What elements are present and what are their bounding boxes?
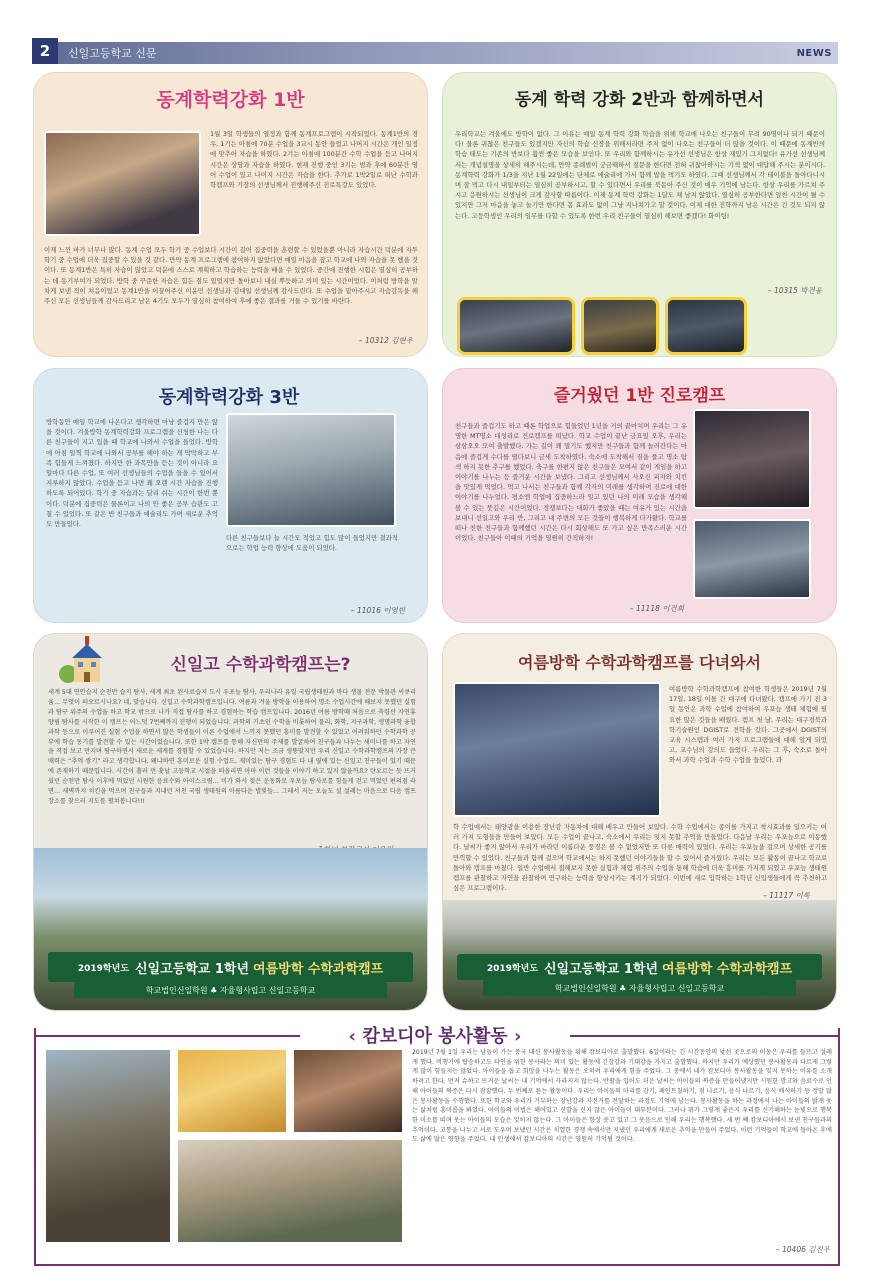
camp-group-photo <box>443 900 836 1010</box>
article-science-camp-intro <box>33 633 428 1011</box>
classroom-photo <box>44 131 201 236</box>
lecture-photo <box>457 297 575 355</box>
article-winter-class-3 <box>33 368 428 623</box>
article-title: 여름방학 수학과학캠프를 다녀와서 <box>518 653 761 672</box>
camp-banner-sub: 학교법인신일학원 ♣ 자율형사립고 신일고등학교 <box>483 980 796 996</box>
article-winter-class-2 <box>442 72 837 357</box>
article-body-full: 학 수업에서는 태양광을 이용한 장난감 자동차에 대해 배우고 만들어 보았다. 수학 수업에서는 종이를 가지고 착시효과를 일으키는 여러 가지 도형들을 만들어 보았다. 모든 수업이 끝나고, 숙소에서 우리는 잊지 못할 추억을 만들었다. 다음날 우리는 우포늪으로 이동했다. 날씨가 좋지 않아서 우리가 바라던 이름다운 풍경은 볼 수 없었지만 또 다른 매력이 있었다. 우리는 우포늪을 걸으며 상세한 공기를 만끽할 수 있었다. 친구들과 함께 걸으며 학교에서는 하지 못했던 이야기들을 할 수 있어서 즐거웠다. 우리는 모든 활동이 끝나고 학교로 돌아와 캠프를 마쳤다. 일반 수업에서 접해보지 못한 실험과 체험 위주의 수업을 통해 학습에 더욱 흥미를 가지게 되었고 우포늪 생태원 캠프를 관찰하고 자연을 관찰하며 연구하는 능력을 향상시키는 계기가 되었다. 이번에 새로 입학하는 1학년 신입생들에게 꼭 추천하고 싶은 프로그램이다. <box>453 823 827 893</box>
article-cambodia-volunteer <box>34 1028 840 1266</box>
article-body: 2019년 7월 1일 우리는 남들이 가는 중국 대신 봉사활동을 위해 캄보디아로 출발했다. 6일이라는 긴 시간동안의 낯선 곳으로의 이동은 우리를 들뜨고 설레게 했다. 비행기에 탑승하고도 타인을 위한 봉사라는 의미 있는 활동에 긴장감과 기대감을 가지고 출발했다. 하지만 우리가 예상했던 봉사활동과 다르게 그렇게 많이 힘들지는 않았다. 아이들을 돕고 희망을 나누는 활동은 오히려 우리에게 힘을 주었다. 그 중에서 내가 캄보디아 봉사활동을 잊지 못하는 이유를 소개하려고 한다. 먼저 슈하고 뜨거운 날씨는 내 기억에서 사라지지 않는다. 반팔을 입어도 더운 날씨는 아이들의 짜증을 만들어냈지만 시원한 망고와 음료수로 인해 아이들의 짜증은 다시 잠잠했다. 두 번째로 튼는 활동이다. 우리는 아이들의 마리를 감기, 페인트칠하기, 점 나르기, 음식 나르기, 음식 배식하기 등 정말 많은 봉사활동을 수행했다. 또한 학교와 우리가 기부하는 장난감과 자전거를 전달하는 과정도 기억에 남는다. 봉사활동을 하는 과정에서 나는 아이들의 밝게 웃는 삶처럼 흥미롭을 봐였다. 아이들의 이벌은 해어있고 신발을 신지 않은 아이들이 대부분이다. 그러나 뭐가 그렇게 좋은지 우리를 신기해하는 눈빛으로 행복한 미소를 띠며 웃는 아이들의 모습은 잊히지 않는다. 그 아이들은 항상 웃고 있고 그 웃음으로 인해 우리는 행복했다. 세 번 째 캄보디아에서 보낸 친구들과의 추억이다. 고통을 나누고 서로 도우며 보냈던 시간은 치열한 경쟁 속에서만 지냈던 우리에게 새로운 추억을 만들어 주었다. 이런 기억들이 학교에 돌아온 후에도 삶에 많은 영향을 주었다. 내 인생에서 캄보디아의 시간은 영원히 기억될 것이다. <box>412 1049 832 1144</box>
volunteer-group-photo <box>176 1138 404 1244</box>
mango-photo <box>176 1048 288 1134</box>
article-author: – 10406 김진우 <box>775 1245 830 1254</box>
temple-statue-photo <box>44 1048 172 1244</box>
article-body-right: 여름방학 수학과학캠프에 참여한 학생들은 2019년 7월 17일, 18일 이틀 간 대구에 다녀왔다. 캠프에 가기 전 3일 동안은 과학 수업에 참여하여 우포늪 생태 체험에 필요한 많은 것들을 배웠다. 캠프 첫 날, 우리는 대구경북과학기술원인 DGIST로 견학을 갔다. 그곳에서 DGIST의 교육 시스템과 여러 가지 프로그램들에 대해 알게 되었고, 교수님의 강의도 들었다. 우리는 그 후, 숙소로 돌아와서 과학 수업과 수학 수업을 들었다. 과 <box>669 685 827 765</box>
article-author: – 10315 박건웅 <box>767 286 822 295</box>
article-body: 우리학교는 겨울에도 방학이 없다. 그 이유는 매일 동계 학력 강화 학습을 위해 학교에 나오는 친구들이 무려 90명이나 되기 때문이다! 물론 귀찮은 친구들도 있겠지만 자신의 학습 신장을 위해서라면 주저 없이 나오는 친구들이 더 많을 것이다. 이 때문에 동계반의 학습 태도는 기존의 반보다 훨씬 좋은 모습을 보인다. 또 우리와 함께하시는 유가선 선생님은 항상 재밌기 그지없다! 유가선 선생님께서는 개념설명을 상세히 해주시는데, 만약 종례범이 궁금해하셔 질문을 한다면 전혀 귀찮아하시는 기색 없이 대답해 주시는 분이시다. 동계학력 강화가 1/3을 지난 1월 22일에는 단체로 애슐리에 가서 함께 밥을 먹기도 하였다. 그때 선생님께서 각 테이블을 돌아다니시며 잘 먹고 다시 내일부터는 열심히 공부하시고, 할 수 있다면서 우리를 북돋아 주신 것이 매우 기억에 남는다. 항상 우리를 가르쳐 주시고 응원하시는 선생님이 크게 감사할 따름이다. 이제 동계 학력 강화는 1달도 채 남지 않았다. 열심히 공부한다면 알찬 시간이 될 수 있지만 그저 마음을 놓고 놀기만 한다면 몸 효과도 없이 그냥 지나쳐가고 말 것이다. 이제 대한 진학까지 남은 시간은 긴 것도 되지 않는다. 고등학생인 우리의 임무를 다할 수 있도록 한번 우리 친구들이 열심히 해보면 좋겠다! 화이팅! <box>455 130 825 220</box>
article-title: ‹ 캄보디아 봉사활동 › <box>300 1022 570 1048</box>
article-author: – 11117 이록 <box>763 891 810 900</box>
classroom-photo <box>226 413 396 527</box>
article-author: – 11118 이건희 <box>629 604 684 613</box>
page-header <box>32 42 838 64</box>
paper-name: 신일고등학교 신문 <box>68 47 157 60</box>
school-building-icon <box>58 634 106 686</box>
camp-banner: 2019학년도 신일고등학교 1학년 여름방학 수학과학캠프 <box>48 952 413 982</box>
article-science-camp-report <box>442 633 837 1011</box>
article-title: 동계학력강화 3반 <box>158 387 300 408</box>
section-label: NEWS <box>796 47 832 59</box>
article-winter-class-1 <box>33 72 428 357</box>
article-body-left: 방학동안 매일 학교에 나온다고 생각하면 마냥 즐겁지 만은 않을 것이다. 겨울방학 동계학력강화 프로그램을 신청한 나는 다른 친구들이 지고 있을 때 학교에 나와서 수업을 들었다. 방학에 아침 일찍 학교에 나와서 공부를 해야 하는 게 막막하고 부족 힘들게 느껴졌다. 하지만 한 과목만을 듣는 것이 아니라 요일마다 다른 수업, 또 여러 선생님들의 수업을 들을 수 있어서 지루하지 않았다. 수업을 듣고 나면 꽤 오랜 시간 자습을 진행하도록 되어있다. 학기 중 자습과는 달리 쉬는 시간이 한번 뿐이다. 덕분에 집중력은 물론이고 나의 안 좋은 공부 습관도 고칠 수 있었다. 또 같은 반 친구들과 애슐리도 가며 새로운 추억도 만들었다. <box>46 418 218 529</box>
article-title: 동계학력강화 1반 <box>156 89 305 111</box>
camp-night-photo <box>693 409 811 509</box>
article-author: – 11016 이영빈 <box>350 606 405 615</box>
camp-banner: 2019학년도 신일고등학교 1학년 여름방학 수학과학캠프 <box>457 954 822 980</box>
article-title: 동계 학력 강화 2반과 함께하면서 <box>515 90 764 110</box>
camp-banner-sub: 학교법인신일학원 ♣ 자율형사립고 신일고등학교 <box>74 982 387 998</box>
book-photo <box>581 297 659 355</box>
article-author: – 10312 김현우 <box>358 336 413 345</box>
article-body-right: 다른 친구들보다 늘 시간도 적었고 힘도 많이 들었지만 결과적으로는 학업 능력 향상에 도움이 되었다. <box>226 534 398 553</box>
article-body-top: 1월 3일 학생들의 열정과 함께 동계프로그램이 시작되었다. 동계1반의 경우, 1기는 아침에 70분 수업을 3교시 동안 들었고 나머지 시간은 개인 일정에 맞추어 자습을 하였다. 2기는 아침에 100분간 수학 수업을 듣고 나머지 시간은 상담과 자습을 하였다. 현재 진행 중인 3기는 범과 후에 60분간 영어 수업이 있고 나머지 시간은 자습을 한다. 추가로 1박2일로 떠난 수학과학캠프와 기장의 선생님께서 진행해주신 진로특강도 있었다. <box>210 130 418 190</box>
camp-group-photo <box>34 848 427 1010</box>
article-title: 즐거웠던 1반 진로캠프 <box>553 386 726 406</box>
page-number: 2 <box>32 38 58 64</box>
article-title: 신일고 수학과학캠프는? <box>170 655 351 675</box>
student-portrait-photo <box>665 297 747 355</box>
lecture-hall-photo <box>453 682 661 817</box>
article-career-camp <box>442 368 837 623</box>
article-body: 세계 5대 연안습지 순천만 습지 탐사, 세계 최초 된사료습지 도시 우포늪 탐사, 우리나라 유일 국립생태원과 바다 생물 전문 박물관 씨큐리움… 무엇이 떠오르시나요? 네, 맞습니다. 신일고 수학과학캠프입니다. 여름과 겨울 방학을 이용하여 명소 수업시간에 해보지 못했던 실험과 탐구 위주의 수업을 하고 학교 밖으로 나가 직접 탐사를 하고 경험하는 학습 캠프입니다. 2016년 여름 방학때 처음으로 축령산 자연휴양림 탐사를 시작한 이 캠프는 어느덧 7번째까지 진행이 되었습니다. 과학의 기초인 수학을 비롯하여 물리, 화학, 지구과학, 생명과학 융합과학 등으로 이루어진 실험 수업을 하면서 많은 학생들이 이론 수업에서 느끼지 못했던 흥미를 발견할 수 있었고 어려워하던 수학과학 공부에 학습 동기를 발견할 수 있는 시간이었습니다. 또한 1박 캠프를 통해 자신만의 주제를 발굴하여 친구들과 나누는 세미나를 하고 자연을 직접 보고 만지며 탐구하면서 새로운 세계를 경험할 수 있었습니다. 하지만 저는 조금 생뚱맞지만 우리 신일고 수학과학캠프의 가장 큰 매력은 “추억 쌓기” 라고 생각합니다. 왜냐하면 흥미로운 실험 수업도, 재미있는 탐구 경험도 다 내 옆에 있는 신일고 친구들이 있기 때문에 존재하기 때문입니다. 시간이 흘러 먼 훗날 고등학교 시절을 떠올리면 아마 이런 것들을 이야기 하고 있지 않을까요? 탄오르는 듯 뜨거웠던 순천만 탐사 이후에 먹었던 시원한 음료수와 아이스크림… 비가 와서 젖은 운동화로 우포늪 탐사로를 힘들게 걷고 먹었던 편의점 라면… 새벽까지 치킨을 먹으며 친구들과 지내던 서천 국립 생태원의 아름다운 별빛들… 그래서 저는 오늘도 설 설레는 마음으로 다음 캠프 장소를 찾으러 지도를 펼쳐봅니다!!! <box>48 689 417 805</box>
article-body: 친구들과 즐겁기도 하고 때론 학업으로 힘들었던 1년을 거의 끝마치며 우리는 그 유명한 MT명소 대성리로 진로캠프를 떠났다. 학교 수업이 끝난 금요일 오후, 우리는 삼삼오오 모여 출발했다. 가는 길이 꽤 멀기도 했지만 친구들과 함께 놀러간다는 마음에 즐겁게 수다를 떨다보니 금세 도착하였다. 숙소에 도착해서 짐을 풀고 명소 탐색 하지 못한 추구를 했었다. 축구를 한편지 않은 친구들은 모여서 같이 게임을 하고 이야기를 나누는 등 즐거운 시간을 보냈다. 그리고 선생님께서 사오신 피자와 치킨을 맛있게 먹었다. 먹고 나서는 친구들과 함께 각자의 미래를 생각하며 진로에 대한 이야기를 나누었다. 평소엔 학업에 집중하느라 잊고 있던 나의 미래 모습을 생각해볼 수 있는 뜻깊은 시간이었다. 경쟁보다는 대화가 좋았을 때는 여유가 있는 시간을 보내니 선일고와 우리 반, 그리고 내 주변의 모든 것들이 행복하게 다가왔다. 학교를 떠나 친한 친구들과 함께했던 시간은 다시 회상해도 또 가고 싶은 만족스러운 시간이었다. 친구들아 이때의 기억을 영원히 간직하자! <box>455 422 687 543</box>
article-body-bottom: 이제 느낀 바가 너무나 많다. 동계 수업 모두 학기 중 수업보다 시간이 길어 집중력을 훈련할 수 있었을뿐 아니라 자습시간 덕분에 자투 학기 중 수업에 더욱 집중할 수 있을 것 같다. 만약 동계 프로그램에 참여하지 않았다면 매일 마음을 잡고 학교에 나와 자습을 못 했을 것이다. 또 동계1반은 특히 자습이 많았고 덕분에 스스로 계획하고 학습하는 능력을 배울 수 있었다. 중간에 진행한 시험은 열심히 공부하는 데 동기부여가 되었다. 방학 중 꾸준한 자습은 힘든 점도 있었지만 돌아보니 내실 뿌듯하고 의미 있는 시간이었다. 이처럼 방학을 알차게 보낸 적이 처음이었고 동계1반을 이끌어주신 이윤민 선생님과 김대일 선생님께 감사드린다. 또 수업을 맡아주시고 자습감독을 해주신 모든 선생님들께 감사드리고 남은 4기도 모두가 열심히 참여하여 후에 좋은 결과를 거둘 수 있기를 바란다. <box>44 246 418 306</box>
camp-group-photo <box>693 519 811 599</box>
child-photo <box>292 1048 404 1134</box>
